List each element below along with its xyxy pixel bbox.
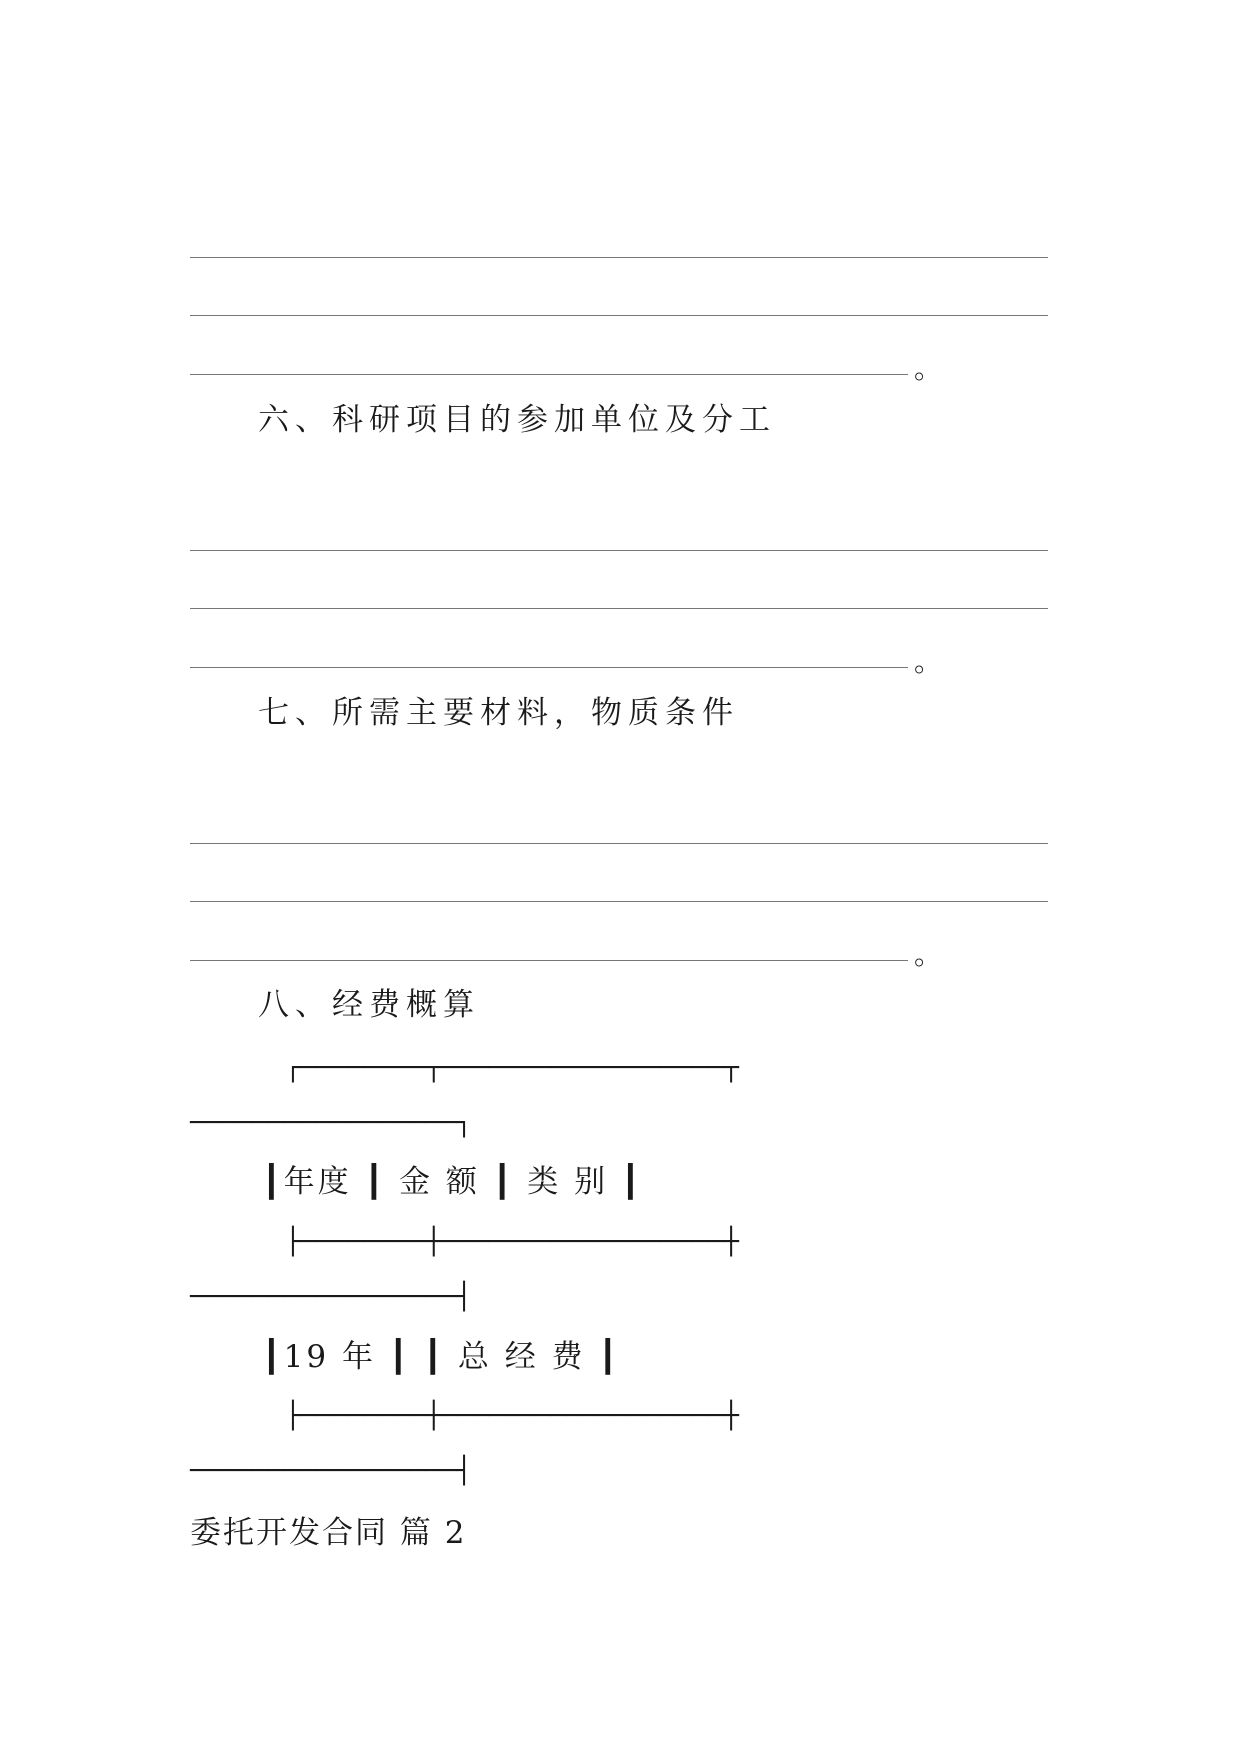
heading-section-6: 六、科研项目的参加单位及分工: [258, 402, 776, 438]
heading-section-7: 七、所需主要材料，物质条件: [258, 695, 739, 731]
section-title: 委托开发合同 篇 2: [190, 1515, 467, 1551]
end-period: 。: [914, 938, 943, 971]
fill-line: [190, 374, 908, 375]
fill-line: [190, 608, 1048, 609]
table-separator: ├────────┼──────────────────┼: [285, 1401, 739, 1431]
fill-line: [190, 550, 1048, 551]
fill-line: [190, 843, 1048, 844]
fill-line: [190, 315, 1048, 316]
table-top-border: ┌────────┬──────────────────┬: [285, 1053, 739, 1083]
end-period: 。: [914, 352, 943, 385]
table-header-row: ┃年度 ┃ 金 额 ┃ 类 别 ┃: [262, 1164, 643, 1200]
end-period: 。: [914, 645, 943, 678]
table-separator-continued: ─────────────────┤: [190, 1456, 472, 1486]
table-data-row: ┃19 年 ┃ ┃ 总 经 费 ┃: [262, 1339, 621, 1375]
fill-line: [190, 901, 1048, 902]
fill-line: [190, 667, 908, 668]
table-separator-continued: ─────────────────┤: [190, 1282, 472, 1312]
heading-section-8: 八、经费概算: [258, 987, 480, 1023]
table-separator: ├────────┼──────────────────┼: [285, 1227, 739, 1257]
fill-line: [190, 257, 1048, 258]
fill-line: [190, 960, 908, 961]
table-top-border-continued: ─────────────────┐: [190, 1108, 472, 1138]
